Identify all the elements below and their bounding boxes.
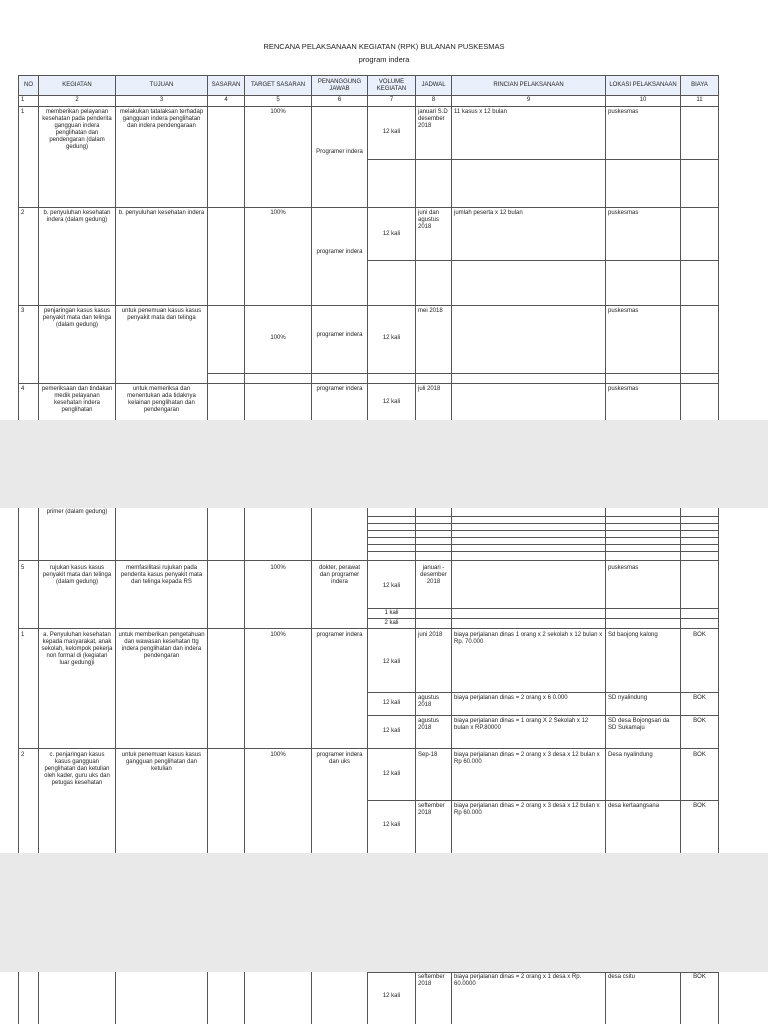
header-kegiatan: KEGIATAN [62, 82, 92, 88]
col-number-5: 5 [276, 97, 280, 103]
penanggung-jawab-cell: programer indera [316, 249, 363, 255]
jadwal-cell: juni 2018 [418, 632, 443, 638]
rincian-cell: biaya perjalanan dinas 1 orang x 2 sekolah x 12 bulan x Rp. 70.000 [454, 632, 603, 645]
jadwal-cell: agustus 2018 [418, 695, 440, 708]
row-no: 1 [21, 632, 25, 638]
target-cell: 100% [270, 109, 286, 115]
document-title: RENCANA PELAKSANAAN KEGIATAN (RPK) BULANAN PUSKESMAS [263, 42, 505, 51]
kegiatan-cell: c. penjaringan kasus kasus gangguan penglihatan dan ketulian oleh kader, guru uks dan petugas kesehatan [44, 752, 110, 786]
col-number-10: 10 [639, 97, 647, 103]
penanggung-jawab-cell: programer indera [316, 632, 363, 638]
col-number-4: 4 [224, 97, 228, 103]
header-no: NO [24, 82, 33, 88]
header-volume-kegiatan: VOLUME KEGIATAN [376, 78, 407, 92]
lokasi-cell: desa csitu [608, 974, 636, 980]
header-target-sasaran: TARGET SASARAN [250, 82, 306, 88]
volume-cell: 12 kali [382, 399, 401, 405]
tujuan-cell: untuk memeriksa dan menentukan ada tidaknya kelainan penglihatan dan pendengaran [127, 386, 196, 413]
lokasi-cell: Sd baojong kalong [608, 632, 658, 638]
header-lokasi-pelaksanaan: LOKASI PELAKSANAAN [609, 82, 677, 88]
lokasi-cell: puskesmas [608, 308, 639, 314]
lokasi-cell: puskesmas [608, 565, 639, 571]
lokasi-cell: puskesmas [608, 386, 639, 392]
rincian-cell: biaya perjalanan dinas = 2 orang x 3 desa x 12 bulan x Rp 60.000 [454, 803, 600, 816]
kegiatan-cell: a. Penyuluhan kesehatan kepada masyarakat, anak sekolah, kelompok pekerja non formal di (kegiatan luar gedung)i [41, 632, 113, 666]
col-number-8: 8 [431, 97, 436, 103]
biaya-cell: BOK [693, 803, 706, 809]
jadwal-cell: januari - desember 2018 [420, 565, 447, 585]
rincian-cell: biaya perjalanan dinas = 1 orang X 2 Sekolah x 12 bulan x RP.80000 [454, 718, 589, 731]
kegiatan-cell: b. penyuluhan kesehatan indera (dalam gedung) [43, 210, 111, 223]
kegiatan-cell: rujukan kasus kasus penyakit mata dan telinga (dalam gedung) [42, 565, 112, 585]
biaya-cell: BOK [693, 695, 706, 701]
lokasi-cell: SD desa Bojongsari da SD Sukamaju [608, 718, 670, 731]
biaya-cell: BOK [693, 752, 706, 758]
volume-cell: 12 kali [382, 583, 401, 589]
penanggung-jawab-cell: programer indera dan uks [316, 752, 363, 765]
rincian-cell: jumlah peserta x 12 bulan [454, 210, 523, 216]
kegiatan-cell: pemeriksaan dan tindakan medik pelayanan kesehatan indera penglihatan [41, 386, 113, 413]
col-number-3: 3 [159, 97, 164, 103]
header-biaya: BIAYA [691, 82, 708, 88]
kegiatan-cell: memberikan pelayanan kesehatan pada penderita gangguan indera penglihatan dan pendengaran (dalam gedung) [42, 109, 112, 150]
lokasi-cell: SD nyalindung [608, 695, 648, 701]
volume-cell: 12 kali [382, 659, 401, 665]
volume-cell: 12 kali [382, 700, 401, 706]
jadwal-cell: seftember 2018 [418, 803, 445, 816]
tujuan-cell: memfasilitasi rujukan pada penderita kasus penyakit mata dan telinga kepada RS [120, 565, 203, 585]
rincian-cell: biaya perjalanan dinas = 2 orang x 1 desa x Rp. 60.0000 [454, 974, 582, 987]
volume-cell: 12 kali [382, 993, 401, 999]
jadwal-cell: juli 2018 [418, 386, 441, 392]
penanggung-jawab-cell: programer indera [316, 332, 363, 338]
header-jadwal: JADWAL [421, 82, 446, 88]
volume-cell: 12 kali [382, 129, 401, 135]
jadwal-cell: agustus 2018 [418, 718, 440, 731]
jadwal-cell: juni dan agustus 2018 [418, 210, 440, 230]
jadwal-cell: Sep-18 [418, 752, 438, 758]
volume-cell: 12 kali [382, 335, 401, 341]
rincian-cell: biaya perjalanan dinas = 2 orang x 6 0.000 [454, 695, 568, 701]
header-tujuan: TUJUAN [149, 82, 174, 88]
col-number-1: 1 [21, 97, 25, 103]
lokasi-cell: Desa nyalindung [608, 752, 653, 758]
target-cell: 100% [270, 210, 286, 216]
row-no: 2 [21, 210, 25, 216]
biaya-cell: BOK [693, 974, 706, 980]
header-sasaran: SASARAN [211, 82, 241, 88]
rincian-cell: biaya perjalanan dinas = 2 orang x 3 desa x 12 bulan x Rp 60.000 [454, 752, 600, 765]
col-number-9: 9 [526, 97, 531, 103]
volume-cell: 12 kali [382, 231, 401, 237]
volume-cell: 2 kali [384, 620, 399, 626]
biaya-cell: BOK [693, 718, 706, 724]
row-no: 4 [21, 386, 25, 392]
tujuan-cell: untuk memberikan pengetahuan dan wawasan kesehatan ttg indera penglihatan dan indera pendengaran [118, 632, 205, 659]
lokasi-cell: puskesmas [608, 210, 639, 216]
tujuan-cell: b. penyuluhan kesehatan indera [118, 210, 205, 216]
volume-cell: 12 kali [382, 728, 401, 734]
tujuan-cell: untuk penemuan kasus kasus gangguan penglihatan dan ketulian [121, 752, 202, 772]
row-no: 1 [21, 109, 25, 115]
kegiatan-cell: penjaringan kasus kasus penyakit mata dan telinga (dalam gedung) [42, 308, 112, 328]
target-cell: 100% [270, 335, 286, 341]
col-number-7: 7 [389, 97, 394, 103]
volume-cell: 12 kali [382, 822, 401, 828]
document-subtitle: program indera [358, 55, 410, 64]
penanggung-jawab-cell: dokter, perawat dan programer indera [318, 565, 361, 585]
lokasi-cell: puskesmas [608, 109, 639, 115]
tujuan-cell: melakukan tatalaksan terhadap gangguan indera penglihatan dan indera pendengaraan [119, 109, 204, 129]
col-number-6: 6 [337, 97, 342, 103]
jadwal-cell: mei 2018 [418, 308, 443, 314]
page-1 [0, 0, 768, 420]
col-number-11: 11 [696, 97, 703, 103]
kegiatan-cell: primer (dalam gedung) [46, 509, 108, 515]
tujuan-cell: untuk penemuan kasus kasus penyakit mata dan telinga [121, 308, 202, 321]
volume-cell: 1 kali [384, 610, 399, 616]
jadwal-cell: januari S.D desember 2018 [418, 109, 448, 129]
lokasi-cell: desa kertaangsana [608, 803, 660, 809]
target-cell: 100% [270, 565, 286, 571]
page-3 [0, 972, 768, 1024]
penanggung-jawab-cell: Programer indera [316, 149, 363, 155]
target-cell: 100% [270, 752, 286, 758]
page-2 [0, 508, 768, 853]
row-no: 2 [21, 752, 25, 758]
biaya-cell: BOK [693, 632, 706, 638]
header-penanggung-jawab: PENANGGUNG JAWAB [317, 78, 362, 92]
row-no: 5 [21, 565, 25, 571]
penanggung-jawab-cell: programer indera [316, 386, 363, 392]
col-number-2: 2 [75, 97, 79, 103]
header-rincian-pelaksanaan: RINCIAN PELAKSANAAN [493, 82, 564, 88]
row-no: 3 [21, 308, 25, 314]
rincian-cell: 11 kasus x 12 bulan [454, 109, 507, 115]
target-cell: 100% [270, 632, 286, 638]
volume-cell: 12 kali [382, 771, 401, 777]
jadwal-cell: seftember 2018 [418, 974, 445, 987]
